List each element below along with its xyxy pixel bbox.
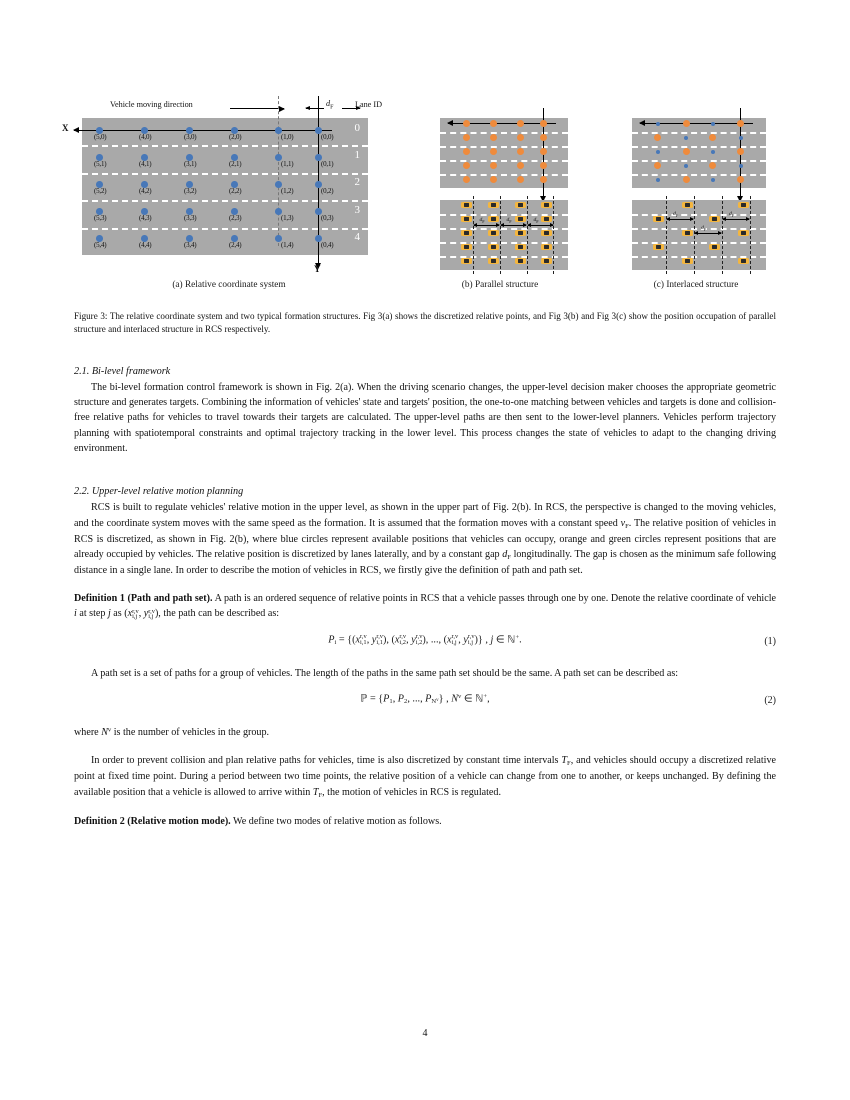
- vehicle-icon: [541, 230, 552, 236]
- gap-dashed-line: [553, 196, 554, 274]
- vehicle-icon: [488, 216, 499, 222]
- point-label: (1,3): [281, 214, 294, 222]
- occupied-position: [490, 176, 497, 183]
- section-heading-upper-level: 2.2. Upper-level relative motion planning: [74, 486, 244, 498]
- occupied-position: [463, 176, 470, 183]
- gap-measure-line: [528, 225, 553, 226]
- occupied-position: [540, 148, 547, 155]
- occupied-position: [709, 134, 716, 141]
- lane-divider: [440, 132, 568, 134]
- definition-2-text: We define two modes of relative motion as follows.: [230, 815, 442, 827]
- gap-measure-line: [723, 219, 749, 220]
- occupied-position: [540, 134, 547, 141]
- subcaption-b: (b) Parallel structure: [461, 280, 539, 290]
- point-label: (0,3): [321, 214, 334, 222]
- lane-divider: [632, 146, 766, 148]
- occupied-position: [490, 120, 497, 127]
- point-label: (5,1): [94, 160, 107, 168]
- lane-divider: [440, 174, 568, 176]
- lane-id-2: 2: [354, 176, 360, 188]
- vehicle-icon: [515, 202, 526, 208]
- lane-divider: [440, 146, 568, 148]
- speed-symbol: v: [620, 517, 626, 529]
- occupied-position: [463, 148, 470, 155]
- vehicle-icon: [653, 216, 664, 222]
- moving-direction-arrow-icon: [230, 108, 284, 109]
- available-position: [739, 164, 743, 168]
- text-part-b: . The relative position of vehicles in RCS is discretized, as shown in Fig. 2(b), where blue circles represent available positions that vehicles can occupy, orange and green circles represent positions that are already occupied by vehicles. The relative position is discretized by lanes laterally, and by a constant gap: [74, 517, 776, 560]
- vehicle-icon: [515, 258, 526, 264]
- occupied-position: [490, 134, 497, 141]
- gap-measure-line: [501, 225, 526, 226]
- lane-id-3: 3: [354, 204, 360, 216]
- lane-divider: [82, 145, 368, 147]
- occupied-position: [683, 120, 690, 127]
- time-symbol-1: T: [561, 755, 568, 767]
- occupied-position: [654, 134, 661, 141]
- vehicle-icon: [709, 216, 720, 222]
- occupied-position: [517, 162, 524, 169]
- definition-1-text-b: at step: [76, 608, 108, 620]
- gap-annotation: [480, 217, 485, 224]
- occupied-position: [540, 120, 547, 127]
- point-label: (2,1): [229, 160, 242, 168]
- speed-subscript: F: [625, 522, 629, 530]
- paragraph-bilevel: The bi-level formation control framework is shown in Fig. 2(a). When the driving scenario changes, the upper-level decision maker chooses the appropriate geometric structure and generates targets. Combining the information of vehicles' state and targets' position, the one-to-one matching between vehicles and targets is done and collision-free relative paths for vehicles to travel towards their targets are calculated. The upper-level paths are then sent to the lower-level planners. Vehicles perform trajectory planning with spatiotemporal constraints and optimal trajectory tracking in the lower level. This process changes the state of vehicles to adapt to the changing driving environment.: [74, 381, 776, 455]
- figure-subcaptions: [74, 280, 776, 290]
- point-label: (3,2): [184, 187, 197, 195]
- definition-1-text-d: ), the path can be described as:: [154, 608, 280, 620]
- gap-symbol: d: [673, 211, 676, 217]
- where-text-a: where: [74, 727, 102, 739]
- time-subscript-1: F: [567, 760, 571, 768]
- point-label: (5,2): [94, 187, 107, 195]
- vehicle-icon: [461, 258, 472, 264]
- available-position: [684, 164, 688, 168]
- vehicle-icon: [541, 202, 552, 208]
- vehicle-icon: [488, 230, 499, 236]
- occupied-position: [540, 162, 547, 169]
- gap-measure-line: [695, 233, 721, 234]
- occupied-position: [737, 120, 744, 127]
- available-position: [656, 178, 660, 182]
- time-text-a: In order to prevent collision and plan relative paths for vehicles, time is also discretized by constant time intervals: [91, 755, 562, 767]
- gap-subscript: F: [509, 219, 512, 225]
- gap-dashed-line: [666, 196, 667, 274]
- available-position: [711, 178, 715, 182]
- paragraph-time-discretization: [74, 753, 776, 800]
- point-label: (4,1): [139, 160, 152, 168]
- gap-measure-line: [474, 225, 499, 226]
- panel-b-road-lower: [440, 200, 568, 270]
- gap-symbol: d: [701, 225, 704, 231]
- gap-dashed-line: [473, 196, 474, 274]
- gap-annotation: [507, 217, 512, 224]
- occupied-position: [683, 176, 690, 183]
- point-label: (1,1): [281, 160, 294, 168]
- definition-2-title: Definition 2 (Relative motion mode).: [74, 815, 231, 827]
- vehicle-icon: [461, 244, 472, 250]
- vehicle-icon: [541, 216, 552, 222]
- x-axis-label: X: [62, 123, 69, 133]
- time-text-c: , the motion of vehicles in RCS is regulated.: [322, 786, 501, 798]
- gap-dashed-line: [750, 196, 751, 274]
- lane-id-header: Lane ID: [354, 100, 382, 109]
- gap-annotation: [729, 211, 734, 218]
- available-position: [684, 136, 688, 140]
- vehicle-icon: [738, 202, 749, 208]
- lane-divider: [82, 173, 368, 175]
- vehicle-icon: [515, 244, 526, 250]
- gap-subscript: F: [330, 104, 334, 111]
- point-label: (4,3): [139, 214, 152, 222]
- page-number: 4: [422, 1028, 428, 1039]
- point-label: (2,2): [229, 187, 242, 195]
- gap-dashed-line: [722, 196, 723, 274]
- gap-subscript: F: [675, 213, 679, 219]
- equation-2-row: [74, 693, 776, 713]
- point-label: (4,2): [139, 187, 152, 195]
- lane-divider: [82, 228, 368, 230]
- occupied-position: [517, 120, 524, 127]
- panel-b-road-upper: [440, 118, 568, 188]
- occupied-position: [463, 162, 470, 169]
- time-symbol-2: T: [312, 786, 319, 798]
- lane-id-4: 4: [354, 231, 360, 243]
- point-label: (5,3): [94, 214, 107, 222]
- point-label: (3,0): [184, 133, 197, 141]
- definition-1-text-c: as (: [110, 608, 128, 620]
- occupied-position: [654, 162, 661, 169]
- available-position: [711, 150, 715, 154]
- vehicle-icon: [682, 258, 693, 264]
- available-position: [656, 150, 660, 154]
- paragraph-upper-level: [74, 500, 776, 578]
- lane-divider: [632, 213, 766, 219]
- gap-subscript: F: [536, 219, 539, 225]
- figure-panel-c: [624, 96, 776, 270]
- equation-1-row: [74, 634, 776, 654]
- gap-annotation: [534, 217, 539, 224]
- definition-2: [74, 814, 776, 829]
- gap-symbol: d: [506, 217, 510, 223]
- point-label: (3,4): [184, 241, 197, 249]
- panel-c-road-lower: [632, 200, 766, 270]
- lane-divider: [82, 200, 368, 202]
- vehicle-moving-direction-label: Vehicle moving direction: [110, 100, 193, 109]
- y-axis-label: Y: [314, 264, 321, 274]
- occupied-position: [463, 120, 470, 127]
- vehicle-icon: [461, 202, 472, 208]
- figure-3: [62, 96, 776, 274]
- occupied-position: [490, 162, 497, 169]
- gap-dashed-line: [694, 196, 695, 274]
- occupied-position: [737, 148, 744, 155]
- vehicle-icon: [515, 216, 526, 222]
- var-i: i: [74, 608, 77, 620]
- gap-symbol: d: [502, 548, 508, 560]
- point-label: (1,2): [281, 187, 294, 195]
- section-heading-bilevel: 2.1. Bi-level framework: [74, 365, 171, 377]
- occupied-position: [517, 176, 524, 183]
- gap-annotation: [673, 211, 678, 218]
- occupied-position: [463, 134, 470, 141]
- var-j: j: [107, 608, 111, 620]
- occupied-position: [737, 176, 744, 183]
- vehicle-icon: [488, 202, 499, 208]
- time-text-b: , and vehicles should occupy a discretized relative point at fixed time point. During a period between two time points, the relative position of a vehicle can change from one to another, or keeps unchanged. By defining the available position that a vehicle is allowed to arrive within: [74, 755, 776, 798]
- vehicle-icon: [738, 230, 749, 236]
- vehicle-icon: [461, 230, 472, 236]
- gap-subscript: F: [507, 553, 511, 561]
- panel-a-header: [74, 96, 384, 118]
- nv-superscript: v: [107, 726, 112, 734]
- text-part-c: longitudinally. The gap is chosen as the minimum safe following distance in a single lane. In order to describe the motion of vehicles in RCS, we firstly give the definition of path and path set.: [74, 548, 776, 576]
- vehicle-icon: [488, 258, 499, 264]
- panel-a-road: [62, 118, 368, 274]
- paragraph-path-set: A path set is a set of paths for a group of vehicles. The length of the paths in the same path set should be the same. A path set can be described as:: [91, 667, 679, 679]
- vehicle-icon: [488, 244, 499, 250]
- point-label: (2,0): [229, 133, 242, 141]
- text-part-a: RCS is built to regulate vehicles' relative motion in the upper level, as shown in the upper part of Fig. 2(b). In RCS, the perspective is changed to the moving vehicles, and the coordinate system moves with the same speed as the formation. It is assumed that the formation moves with a constant speed: [74, 502, 776, 529]
- occupied-position: [540, 176, 547, 183]
- occupied-position: [490, 148, 497, 155]
- vehicle-icon: [682, 202, 693, 208]
- occupied-position: [709, 162, 716, 169]
- nv-symbol: N: [101, 727, 108, 739]
- point-label: (5,0): [94, 133, 107, 141]
- point-label: (3,1): [184, 160, 197, 168]
- paragraph-where-nv: [74, 725, 776, 740]
- point-label: (4,4): [139, 241, 152, 249]
- point-label: (1,0): [281, 133, 294, 141]
- figure-panel-a: [62, 96, 384, 274]
- point-label: (0,0): [321, 133, 334, 141]
- vehicle-icon: [709, 244, 720, 250]
- available-position: [711, 122, 715, 126]
- equation-2: ℙ = {$P_1$, $P_2$, ..., $P_{N^v}$} , $N^v$ ∈ ℕ+,: [360, 693, 490, 706]
- reference-dashed-line: [278, 96, 279, 246]
- available-position: [739, 136, 743, 140]
- gap-dashed-line: [527, 196, 528, 274]
- occupied-position: [517, 148, 524, 155]
- definition-1-title: Definition 1 (Path and path set).: [74, 593, 213, 605]
- point-label: (3,3): [184, 214, 197, 222]
- available-position: [656, 122, 660, 126]
- page-content: [62, 96, 776, 829]
- vehicle-icon: [653, 244, 664, 250]
- x-axis: [74, 130, 332, 131]
- vehicle-icon: [682, 230, 693, 236]
- where-text-b: is the number of vehicles in the group.: [111, 727, 270, 739]
- figure-caption: Figure 3: The relative coordinate system and two typical formation structures. Fig 3(a) shows the discretized relative points, and Fig 3(b) and Fig 3(c) show the position occupation of parallel structure and interlaced structure in RCS respectively.: [74, 311, 776, 334]
- vehicle-icon: [541, 258, 552, 264]
- subcaption-c: (c) Interlaced structure: [653, 280, 739, 290]
- gap-symbol: d: [533, 217, 537, 223]
- equation-1-number: (1): [764, 635, 776, 647]
- point-label: (2,3): [229, 214, 242, 222]
- vehicle-icon: [515, 230, 526, 236]
- point-label: (0,4): [321, 241, 334, 249]
- vehicle-icon: [461, 216, 472, 222]
- lane-divider: [440, 160, 568, 162]
- gap-annotation: [701, 225, 706, 232]
- occupied-position: [683, 148, 690, 155]
- lane-divider: [632, 174, 766, 176]
- point-label: (4,0): [139, 133, 152, 141]
- vehicle-icon: [738, 258, 749, 264]
- gap-dashed-line: [500, 196, 501, 274]
- definition-1: Definition 1 (Path and path set). A path is an ordered sequence of relative points in RCS that a vehicle passes through one by one. Denote the relative coordinate of vehicle i at step j as (x r,v i,j , y r,v i,j ), the path can be described as:: [74, 593, 776, 621]
- gap-label-a: [326, 99, 333, 111]
- point-label: (0,2): [321, 187, 334, 195]
- time-subscript-2: F: [318, 791, 323, 799]
- equation-2-number: (2): [764, 695, 776, 707]
- point-label: (5,4): [94, 241, 107, 249]
- occupied-position: [517, 134, 524, 141]
- vehicle-icon: [541, 244, 552, 250]
- gap-subscript: F: [703, 227, 707, 233]
- subcaption-a: (a) Relative coordinate system: [172, 280, 286, 290]
- point-label: (2,4): [229, 241, 242, 249]
- gap-subscript: F: [482, 219, 485, 225]
- gap-symbol: d: [479, 217, 483, 223]
- gap-arrow-left-icon: [306, 108, 324, 109]
- definition-1-text-a: A path is an ordered sequence of relative points in RCS that a vehicle passes through one by one. Denote the relative coordinate of vehicle: [212, 593, 776, 605]
- gap-measure-line: [667, 219, 693, 220]
- lane-id-0: 0: [354, 122, 360, 134]
- point-label: (1,4): [281, 241, 294, 249]
- panel-c-road-upper: [632, 118, 766, 188]
- gap-symbol: d: [729, 211, 732, 217]
- lane-divider: [632, 160, 766, 162]
- equation-1: $P_i = \{(x$ r,v i,1 , y r,v i,1 ), (x r,v i,2 , y r,v i,2 ), ..., (x r,v i,j , y r,v i,j )} , j ∈ ℕ+.: [328, 633, 522, 647]
- gap-subscript: F: [731, 213, 735, 219]
- gap-symbol: d: [326, 99, 331, 108]
- lane-divider: [632, 242, 766, 244]
- point-label: (0,1): [321, 160, 334, 168]
- figure-panel-b: [432, 96, 577, 270]
- lane-divider: [632, 132, 766, 134]
- lane-id-1: 1: [354, 149, 360, 161]
